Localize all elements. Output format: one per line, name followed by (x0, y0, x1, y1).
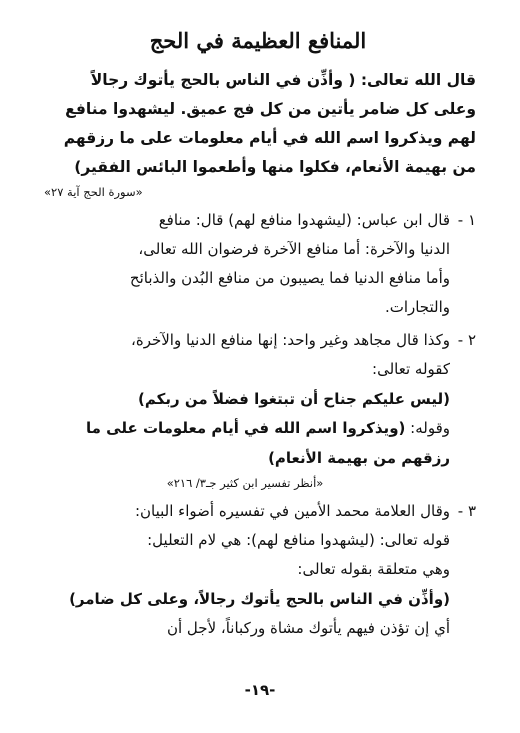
intro-reference: «سورة الحج آية ٢٧» (44, 185, 143, 199)
item-line: أي إن تؤذن فيهم يأتوك مشاة وركباناً، لأجل أن (166, 619, 450, 637)
intro-verse (40, 66, 476, 202)
page-title: المنافع العظيمة في الحج (149, 28, 367, 53)
item-number: ١ - (457, 211, 476, 229)
page-number: -١٩- (244, 681, 276, 699)
quoted-verse: (ويذكروا اسم الله في أيام معلومات على ما (86, 419, 406, 437)
item-line: قال ابن عباس: (ليشهدوا منافع لهم) قال: منافع (158, 211, 450, 229)
item-line: قوله تعالى: (ليشهدوا منافع لهم): هي لام التعليل: (147, 531, 450, 549)
item-line: وكذا قال مجاهد وغير واحد: إنها منافع الدنيا والآخرة، (131, 331, 450, 349)
item-line: وأما منافع الدنيا فما يصيبون من منافع البُدن والذبائح (129, 269, 450, 287)
quoted-verse: رزقهم من بهيمة الأنعام) (268, 449, 450, 467)
item-line: وهي متعلقة بقوله تعالى: (297, 560, 450, 578)
quoted-verse: (وأذِّن في الناس بالحج يأتوك رجالاً، وعلى كل ضامر) (69, 590, 450, 608)
item-reference: «أنظر تفسير ابن كثير جـ٣/ ٢١٦» (166, 476, 324, 490)
item-line: والتجارات. (384, 298, 450, 316)
quote-intro: وقوله: (410, 419, 450, 437)
item-line: كقوله تعالى: (372, 360, 450, 378)
intro-line: لهم ويذكروا اسم الله في أيام معلومات على ما رزقهم (63, 129, 476, 147)
list-item-1 (40, 206, 476, 322)
item-number: ٢ - (457, 331, 476, 349)
list-item-3 (40, 497, 476, 643)
intro-line: وعلى كل ضامر يأتين من كل فج عميق. ليشهدوا منافع (65, 100, 476, 118)
quoted-verse: (ليس عليكم جناح أن تبتغوا فضلاً من ربكم) (138, 390, 450, 408)
item-number: ٣ - (457, 502, 476, 520)
item-line: وقال العلامة محمد الأمين في تفسيره أضواء البيان: (134, 502, 450, 520)
intro-line: من بهيمة الأنعام، فكلوا منها وأطعموا البائس الفقير) (74, 158, 476, 176)
list-item-2 (40, 326, 476, 493)
item-line: الدنيا والآخرة: أما منافع الآخرة فرضوان الله تعالى، (138, 240, 450, 258)
intro-line: قال الله تعالى: ( وأذِّن في الناس بالحج يأتوك رجالاً (90, 71, 476, 89)
